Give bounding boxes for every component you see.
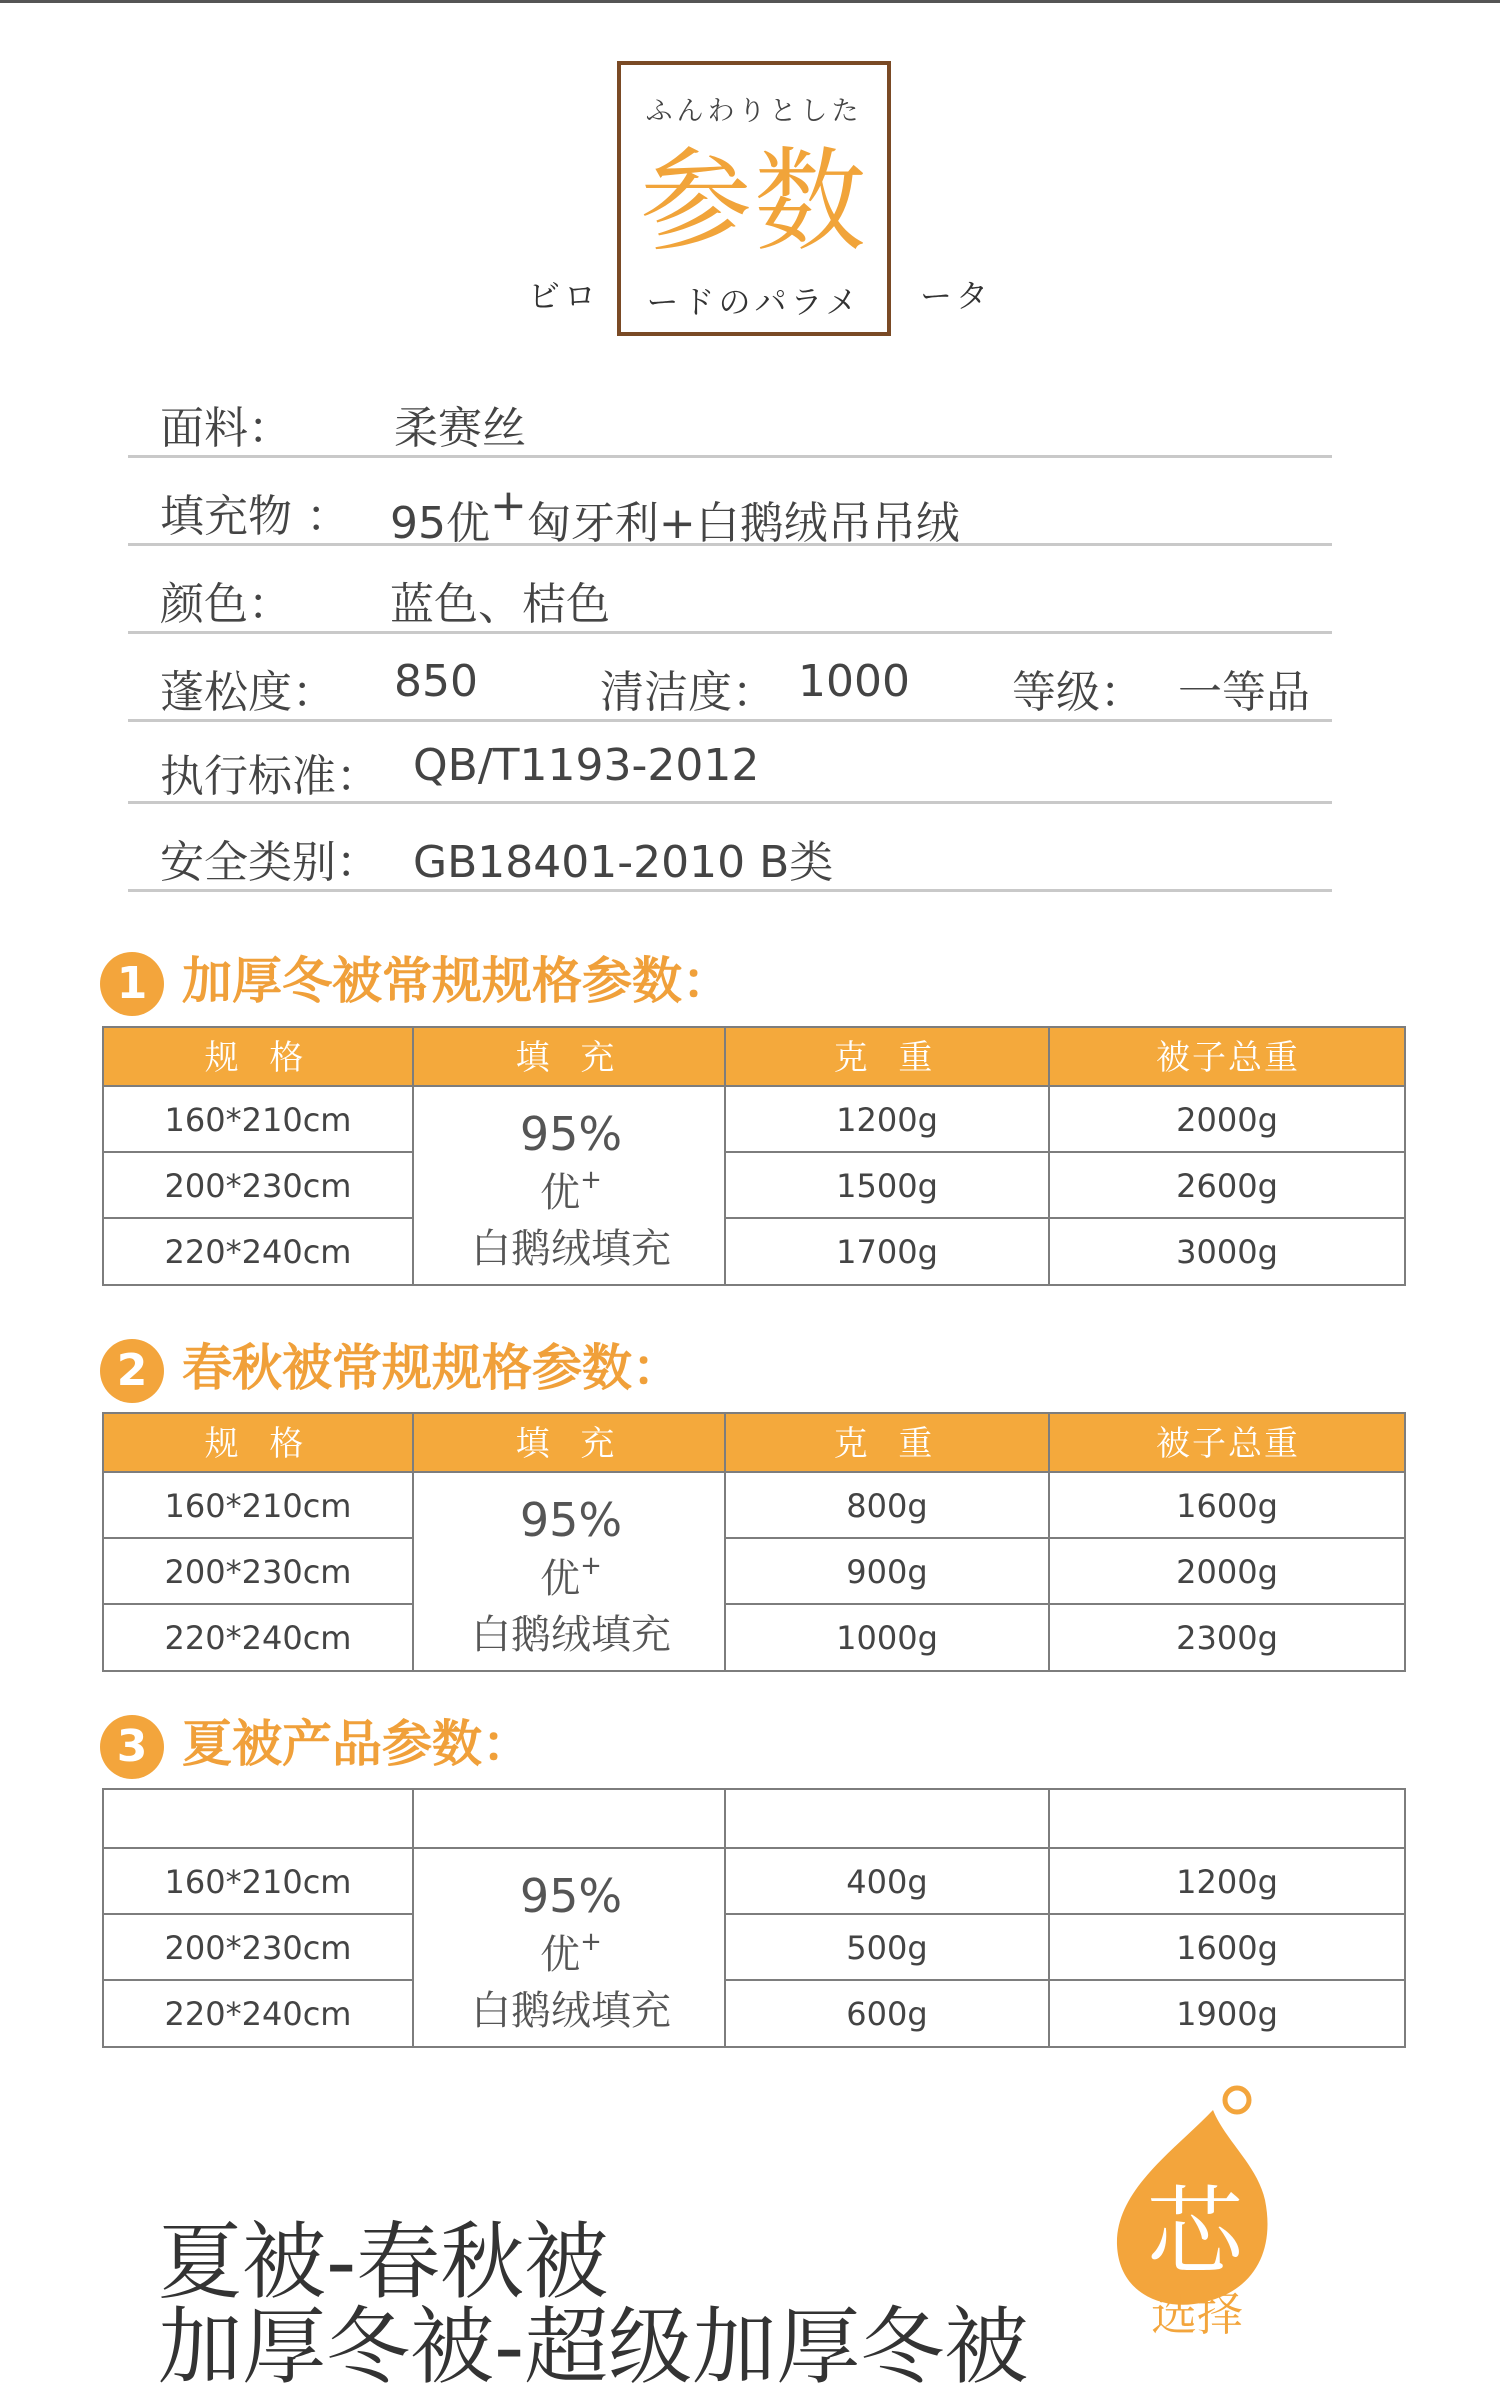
total-cell: 1600g bbox=[1176, 1487, 1278, 1525]
spec-row-color bbox=[128, 546, 1332, 634]
weight-cell: 900g bbox=[846, 1553, 928, 1591]
weight-cell: 1500g bbox=[836, 1167, 938, 1205]
top-border bbox=[0, 0, 1500, 3]
col-divider bbox=[1048, 1414, 1050, 1471]
header-small-text: ふんわりとした bbox=[645, 96, 863, 127]
section-number-badge: 1 bbox=[100, 952, 164, 1016]
spec-label: 颜色： bbox=[160, 579, 292, 630]
spec-label: 安全类别： bbox=[160, 837, 380, 888]
fill-grade-sup: + bbox=[580, 1551, 602, 1581]
fill-grade bbox=[414, 1161, 728, 1218]
total-cell: 1200g bbox=[1176, 1863, 1278, 1901]
fill-grade bbox=[414, 1547, 728, 1604]
spec-row-loft bbox=[128, 634, 1332, 722]
fill-grade-text: 优 bbox=[540, 1170, 581, 1216]
table-header bbox=[102, 1788, 1406, 1849]
fill-percent: 95% bbox=[519, 1107, 623, 1161]
spec-value: 蓝色、桔色 bbox=[390, 579, 610, 630]
spec-value: 850 bbox=[394, 656, 478, 707]
size-cell: 200*230cm bbox=[164, 1929, 352, 1967]
fill-material: 白鹅绒填充 bbox=[471, 1612, 671, 1658]
section-title-text: 夏被产品参数： bbox=[182, 1715, 532, 1773]
spec-label: 清洁度： bbox=[600, 667, 776, 718]
total-cell: 3000g bbox=[1176, 1233, 1278, 1271]
bottom-tagline-1: 夏被-春秋被 bbox=[158, 2213, 609, 2311]
fill-material: 白鹅绒填充 bbox=[471, 1988, 671, 2034]
col-divider bbox=[412, 1790, 414, 1847]
spec-row-filling bbox=[128, 458, 1332, 549]
col-divider bbox=[412, 1414, 414, 1471]
col-divider bbox=[724, 1790, 726, 1847]
fill-grade bbox=[414, 1923, 728, 1980]
spec-row-standard bbox=[128, 722, 1332, 804]
total-cell: 1900g bbox=[1176, 1995, 1278, 2033]
weight-cell: 400g bbox=[846, 1863, 928, 1901]
spec-value: 1000 bbox=[798, 656, 910, 707]
fill-grade-text: 优 bbox=[540, 1556, 581, 1602]
filling-pre: 95优 bbox=[390, 498, 490, 549]
spec-row-fabric bbox=[128, 370, 1332, 458]
fill-cell bbox=[414, 1087, 728, 1284]
logo-subtext: 选择 bbox=[1151, 2287, 1243, 2341]
section-number-badge: 2 bbox=[100, 1339, 164, 1403]
spec-value bbox=[390, 480, 960, 551]
size-cell: 220*240cm bbox=[164, 1233, 352, 1271]
header-frame bbox=[617, 61, 891, 336]
header-left-text: ビロ bbox=[528, 277, 601, 315]
header-cell: 规 格 bbox=[204, 1038, 314, 1078]
spec-label: 执行标准： bbox=[160, 751, 380, 802]
weight-cell: 1700g bbox=[836, 1233, 938, 1271]
logo-drop-icon bbox=[1105, 2080, 1285, 2341]
spec-label: 蓬松度： bbox=[160, 667, 336, 718]
filling-sup: + bbox=[490, 480, 527, 531]
logo-char: 芯 bbox=[1147, 2176, 1243, 2288]
table-body bbox=[102, 1471, 1406, 1672]
size-cell: 160*210cm bbox=[164, 1101, 352, 1139]
table-body bbox=[102, 1847, 1406, 2048]
col-divider bbox=[1048, 1028, 1050, 1085]
header-cell: 被子总重 bbox=[1156, 1038, 1300, 1078]
spec-label: 等级： bbox=[1012, 667, 1144, 718]
total-cell: 2300g bbox=[1176, 1619, 1278, 1657]
spec-value: GB18401-2010 B类 bbox=[413, 837, 834, 888]
size-cell: 220*240cm bbox=[164, 1995, 352, 2033]
fill-percent: 95% bbox=[519, 1869, 623, 1923]
brand-logo bbox=[1105, 2080, 1285, 2341]
spec-value: 一等品 bbox=[1178, 667, 1310, 718]
header-cell: 克 重 bbox=[833, 1038, 943, 1078]
header-bottom-text: ードのパラメ bbox=[646, 283, 862, 321]
table-header bbox=[102, 1412, 1406, 1473]
fill-cell bbox=[414, 1473, 728, 1670]
header-title: 参数 bbox=[640, 137, 868, 267]
size-cell: 200*230cm bbox=[164, 1553, 352, 1591]
spec-value: 柔赛丝 bbox=[394, 403, 526, 454]
section-title-text: 春秋被常规规格参数： bbox=[182, 1339, 682, 1397]
fill-grade-text: 优 bbox=[540, 1932, 581, 1978]
fill-grade-sup: + bbox=[580, 1927, 602, 1957]
weight-cell: 600g bbox=[846, 1995, 928, 2033]
header-cell: 填 充 bbox=[515, 1424, 625, 1464]
col-divider bbox=[724, 1414, 726, 1471]
fill-cell bbox=[414, 1849, 728, 2046]
fill-percent: 95% bbox=[519, 1493, 623, 1547]
col-divider bbox=[1048, 1790, 1050, 1847]
size-cell: 220*240cm bbox=[164, 1619, 352, 1657]
header-right-text: ータ bbox=[920, 277, 993, 315]
col-divider bbox=[412, 1028, 414, 1085]
col-divider bbox=[724, 1028, 726, 1085]
total-cell: 2000g bbox=[1176, 1101, 1278, 1139]
spec-value: QB/T1193-2012 bbox=[413, 740, 760, 791]
total-cell: 2000g bbox=[1176, 1553, 1278, 1591]
total-cell: 2600g bbox=[1176, 1167, 1278, 1205]
spec-label: 填充物 ： bbox=[160, 491, 350, 542]
total-cell: 1600g bbox=[1176, 1929, 1278, 1967]
fill-grade-sup: + bbox=[580, 1165, 602, 1195]
weight-cell: 1000g bbox=[836, 1619, 938, 1657]
size-cell: 160*210cm bbox=[164, 1487, 352, 1525]
section-title-text: 加厚冬被常规规格参数： bbox=[182, 952, 732, 1010]
spec-label: 面料： bbox=[160, 403, 292, 454]
bottom-tagline-2: 加厚冬被-超级加厚冬被 bbox=[158, 2298, 1029, 2396]
table-body bbox=[102, 1085, 1406, 1286]
size-cell: 200*230cm bbox=[164, 1167, 352, 1205]
weight-cell: 500g bbox=[846, 1929, 928, 1967]
spec-row-safety bbox=[128, 804, 1332, 892]
section-number-badge: 3 bbox=[100, 1715, 164, 1779]
filling-post: 匈牙利+白鹅绒吊吊绒 bbox=[526, 498, 960, 549]
size-cell: 160*210cm bbox=[164, 1863, 352, 1901]
weight-cell: 1200g bbox=[836, 1101, 938, 1139]
weight-cell: 800g bbox=[846, 1487, 928, 1525]
header-cell: 规 格 bbox=[204, 1424, 314, 1464]
header-cell: 填 充 bbox=[515, 1038, 625, 1078]
header-cell: 克 重 bbox=[833, 1424, 943, 1464]
table-header bbox=[102, 1026, 1406, 1087]
header-cell: 被子总重 bbox=[1156, 1424, 1300, 1464]
fill-material: 白鹅绒填充 bbox=[471, 1226, 671, 1272]
